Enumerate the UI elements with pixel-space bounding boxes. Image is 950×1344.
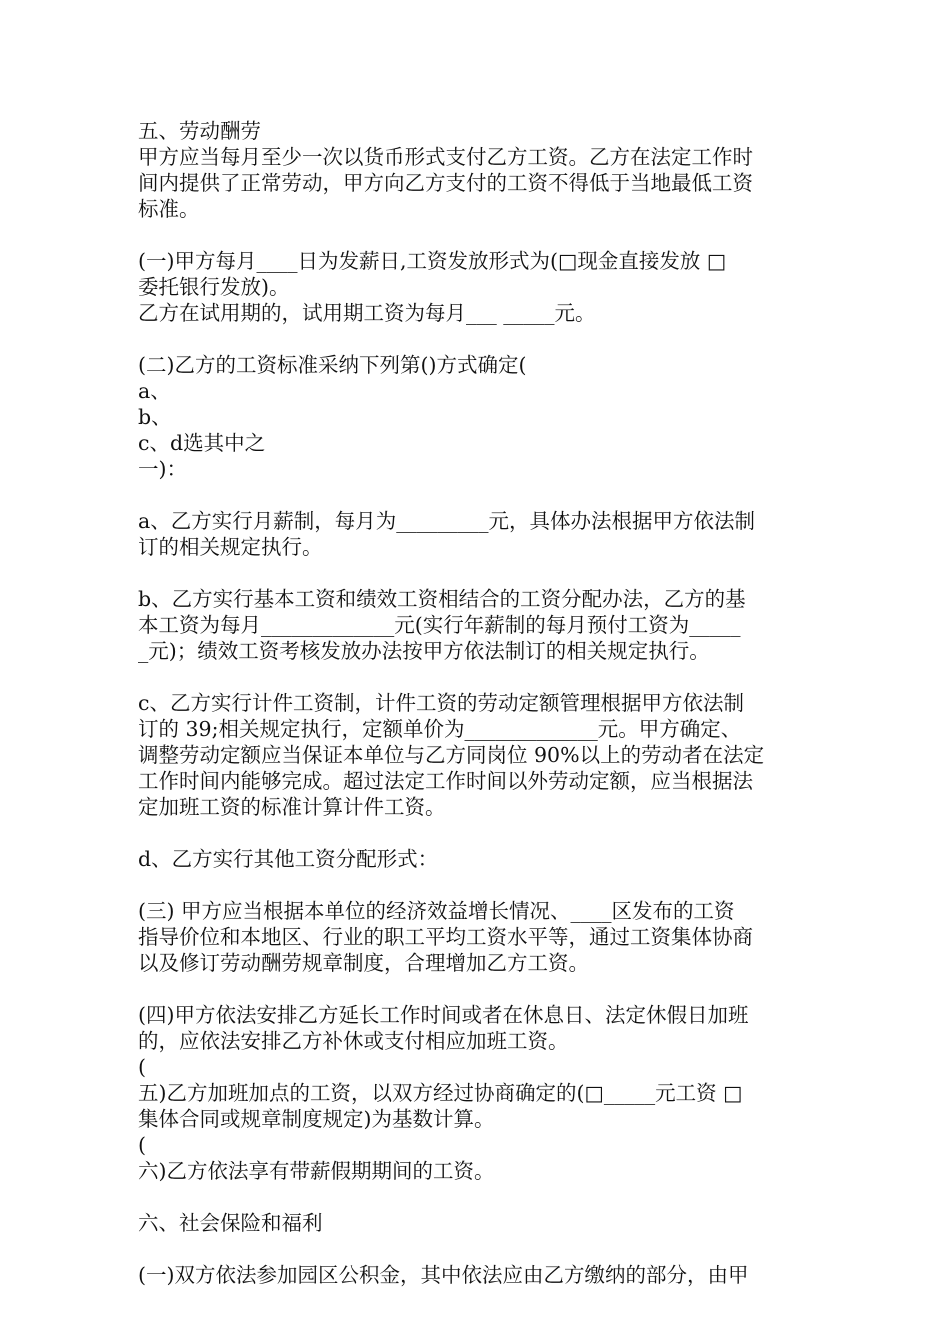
text-line: 订的相关规定执行。 [138, 535, 323, 559]
text-line: 五)乙方加班加点的工资，以双方经过协商确定的(□_____元工资 □ [138, 1081, 743, 1105]
text-line: 乙方在试用期的，试用期工资为每月___ _____元。 [138, 301, 596, 325]
text-line: 指导价位和本地区、行业的职工平均工资水平等，通过工资集体协商 [138, 925, 753, 949]
clause-6-1-fund [138, 1262, 818, 1288]
text-line: ( [138, 1133, 146, 1157]
option-d-other [138, 846, 818, 872]
clause-2-wage-standard [138, 352, 818, 482]
social-insurance-heading [138, 1210, 818, 1236]
paragraph-spacer [138, 872, 818, 898]
option-c-piece-rate [138, 690, 818, 820]
text-line: a、乙方实行月薪制，每月为_________元，具体办法根据甲方依法制 [138, 509, 755, 533]
text-line: b、 [138, 405, 172, 429]
paragraph-spacer [138, 664, 818, 690]
text-line: b、乙方实行基本工资和绩效工资相结合的工资分配办法，乙方的基 [138, 587, 746, 611]
text-line: 委托银行发放)。 [138, 275, 290, 299]
text-line: (一)甲方每月____日为发薪日,工资发放形式为(□现金直接发放 □ [138, 249, 727, 273]
paragraph-spacer [138, 222, 818, 248]
text-line: _元)；绩效工资考核发放办法按甲方依法制订的相关规定执行。 [138, 639, 710, 663]
clause-3-raise [138, 898, 818, 976]
text-line: 本工资为每月_____________元(实行年薪制的每月预付工资为_____ [138, 613, 741, 637]
text-line: 一)： [138, 457, 187, 481]
text-line: 标准。 [138, 197, 200, 221]
paragraph-spacer [138, 482, 818, 508]
paragraph-spacer [138, 326, 818, 352]
option-a-monthly [138, 508, 818, 560]
text-line: 间内提供了正常劳动，甲方向乙方支付的工资不得低于当地最低工资 [138, 171, 753, 195]
text-line: 调整劳动定额应当保证本单位与乙方同岗位 90%以上的劳动者在法定 [138, 743, 765, 767]
text-line: 工作时间内能够完成。超过法定工作时间以外劳动定额，应当根据法 [138, 769, 753, 793]
clause-1-payday [138, 248, 818, 326]
paragraph-spacer [138, 560, 818, 586]
paragraph-spacer [138, 1184, 818, 1210]
text-line: 以及修订劳动酬劳规章制度，合理增加乙方工资。 [138, 951, 589, 975]
paragraph-spacer [138, 1236, 818, 1262]
text-line: (一)双方依法参加园区公积金，其中依法应由乙方缴纳的部分，由甲 [138, 1263, 749, 1287]
text-line: 五、劳动酬劳 [138, 119, 261, 143]
text-line: 六)乙方依法享有带薪假期期间的工资。 [138, 1159, 495, 1183]
text-line: a、 [138, 379, 171, 403]
payment-intro [138, 144, 818, 222]
option-b-base-performance [138, 586, 818, 664]
text-line: 订的 39;相关规定执行，定额单价为_____________元。甲方确定、 [138, 717, 742, 741]
text-line: c、乙方实行计件工资制，计件工资的劳动定额管理根据甲方依法制 [138, 691, 744, 715]
paragraph-spacer [138, 976, 818, 1002]
text-line: 定加班工资的标准计算计件工资。 [138, 795, 446, 819]
text-line: (三) 甲方应当根据本单位的经济效益增长情况、____区发布的工资 [138, 899, 735, 923]
text-line: c、d选其中之 [138, 431, 266, 455]
document-page [138, 118, 818, 1288]
text-line: (四)甲方依法安排乙方延长工作时间或者在休息日、法定休假日加班 [138, 1003, 749, 1027]
clause-4-overtime [138, 1002, 818, 1184]
text-line: ( [138, 1055, 146, 1079]
text-line: (二)乙方的工资标准采纳下列第()方式确定( [138, 353, 527, 377]
text-line: 甲方应当每月至少一次以货币形式支付乙方工资。乙方在法定工作时 [138, 145, 753, 169]
text-line: 集体合同或规章制度规定)为基数计算。 [138, 1107, 495, 1131]
text-line: d、乙方实行其他工资分配形式： [138, 847, 439, 871]
paragraph-spacer [138, 820, 818, 846]
labor-remuneration-heading [138, 118, 818, 144]
text-line: 的，应依法安排乙方补休或支付相应加班工资。 [138, 1029, 569, 1053]
text-line: 六、社会保险和福利 [138, 1211, 323, 1235]
